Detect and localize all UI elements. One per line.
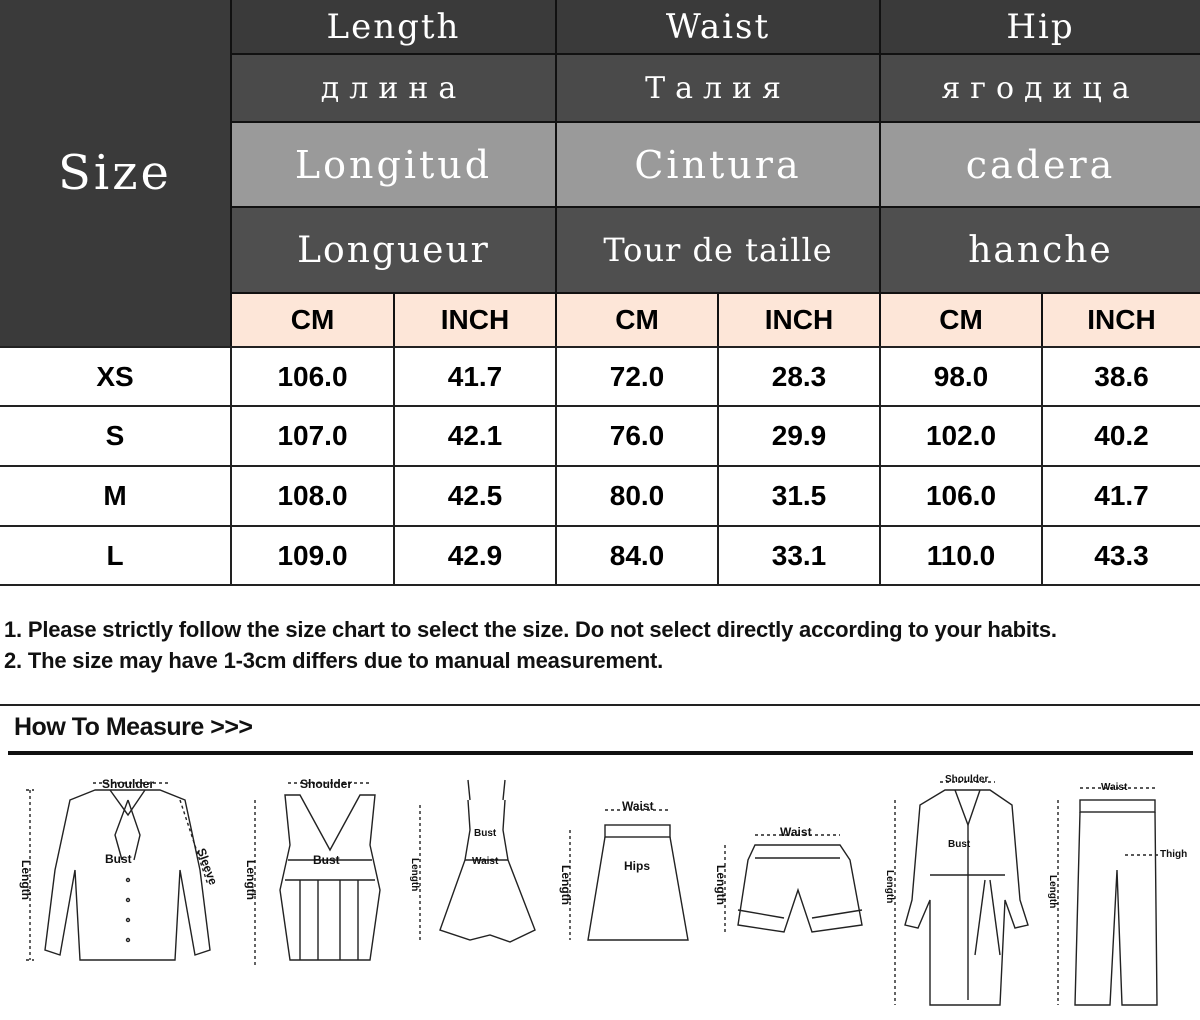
hip-en-header: Hip: [879, 0, 1200, 55]
diagram-label: Length: [409, 858, 420, 892]
value-cell: 76.0: [555, 407, 717, 465]
unit-header: CM: [555, 294, 717, 346]
hip-fr-header: hanche: [879, 208, 1200, 294]
diagram-label: Sleeve: [194, 846, 221, 887]
note-2: 2. The size may have 1-3cm differs due to manual measurement.: [4, 648, 664, 673]
length-ru-header: длина: [230, 55, 555, 123]
diagram-label: Bust: [105, 852, 132, 866]
value-cell: 80.0: [555, 467, 717, 525]
diagram-label: Length: [19, 860, 33, 900]
value-cell: 40.2: [1041, 407, 1200, 465]
size-header-cell: [0, 0, 230, 346]
diagram-label: Waist: [472, 856, 499, 867]
diagram-label: Length: [714, 865, 728, 905]
value-cell: 42.5: [393, 467, 555, 525]
value-cell: 108.0: [230, 467, 393, 525]
diagram-label: Bust: [474, 828, 497, 839]
hip-es-header: cadera: [879, 123, 1200, 208]
waist-ru-header: Талия: [555, 55, 879, 123]
value-cell: 29.9: [717, 407, 879, 465]
unit-header: CM: [230, 294, 393, 346]
diagram-label: Hips: [624, 859, 651, 873]
note-1: 1. Please strictly follow the size chart to select the size. Do not select directly according to your habits.: [4, 617, 1057, 642]
diagram-label: Length: [559, 865, 573, 905]
waist-fr-header: Tour de taille: [555, 208, 879, 294]
table-row: [0, 525, 1200, 585]
size-cell: S: [105, 420, 125, 451]
value-cell: 42.1: [393, 407, 555, 465]
length-en-header: Length: [230, 0, 555, 55]
how-to-measure-heading: How To Measure >>>: [14, 713, 253, 741]
diagram-label: Length: [244, 860, 258, 900]
diagram-label: Length: [884, 870, 895, 904]
value-cell: 72.0: [555, 348, 717, 406]
diagram-label: Waist: [622, 799, 654, 813]
size-label: Size: [58, 145, 172, 201]
diagram-label: Thigh: [1160, 849, 1188, 860]
diagram-label: Shoulder: [945, 774, 989, 785]
shorts-diagram: [725, 835, 862, 935]
size-cell: XS: [96, 361, 134, 392]
diagram-label: Shoulder: [102, 777, 155, 791]
skirt-diagram: [570, 810, 688, 940]
hip-ru-header: ягодица: [879, 55, 1200, 123]
diagram-label: Waist: [780, 825, 812, 839]
blouse-diagram: [26, 783, 210, 960]
waist-es-header: Cintura: [555, 123, 879, 208]
table-row: [0, 465, 1200, 525]
size-cell: M: [103, 480, 127, 511]
value-cell: 102.0: [879, 407, 1041, 465]
tank-top-diagram: [255, 783, 380, 965]
measurement-diagrams: [0, 760, 1200, 1020]
table-row: [0, 405, 1200, 465]
unit-header: INCH: [1041, 294, 1200, 346]
value-cell: 41.7: [393, 348, 555, 406]
value-cell: 31.5: [717, 467, 879, 525]
value-cell: 106.0: [879, 467, 1041, 525]
value-cell: 110.0: [879, 527, 1041, 585]
value-cell: 33.1: [717, 527, 879, 585]
value-cell: 42.9: [393, 527, 555, 585]
unit-header: INCH: [393, 294, 555, 346]
unit-header: INCH: [717, 294, 879, 346]
value-cell: 28.3: [717, 348, 879, 406]
unit-header: CM: [879, 294, 1041, 346]
length-fr-header: Longueur: [230, 208, 555, 294]
diagram-label: Bust: [948, 839, 971, 850]
value-cell: 106.0: [230, 348, 393, 406]
size-cell: L: [106, 540, 124, 571]
waist-en-header: Waist: [555, 0, 879, 55]
value-cell: 38.6: [1041, 348, 1200, 406]
value-cell: 98.0: [879, 348, 1041, 406]
value-cell: 43.3: [1041, 527, 1200, 585]
diagram-label: Bust: [313, 853, 340, 867]
diagram-label: Waist: [1101, 782, 1128, 793]
trousers-diagram: [1058, 788, 1158, 1005]
value-cell: 109.0: [230, 527, 393, 585]
table-row: [0, 346, 1200, 406]
divider: [0, 704, 1200, 706]
diagram-label: Length: [1047, 875, 1058, 909]
heading-underline: [8, 751, 1193, 755]
diagram-label: Shoulder: [300, 777, 353, 791]
value-cell: 41.7: [1041, 467, 1200, 525]
table-bottom-border: [0, 584, 1200, 586]
length-es-header: Longitud: [230, 123, 555, 208]
value-cell: 84.0: [555, 527, 717, 585]
coat-diagram: [895, 782, 1028, 1005]
value-cell: 107.0: [230, 407, 393, 465]
